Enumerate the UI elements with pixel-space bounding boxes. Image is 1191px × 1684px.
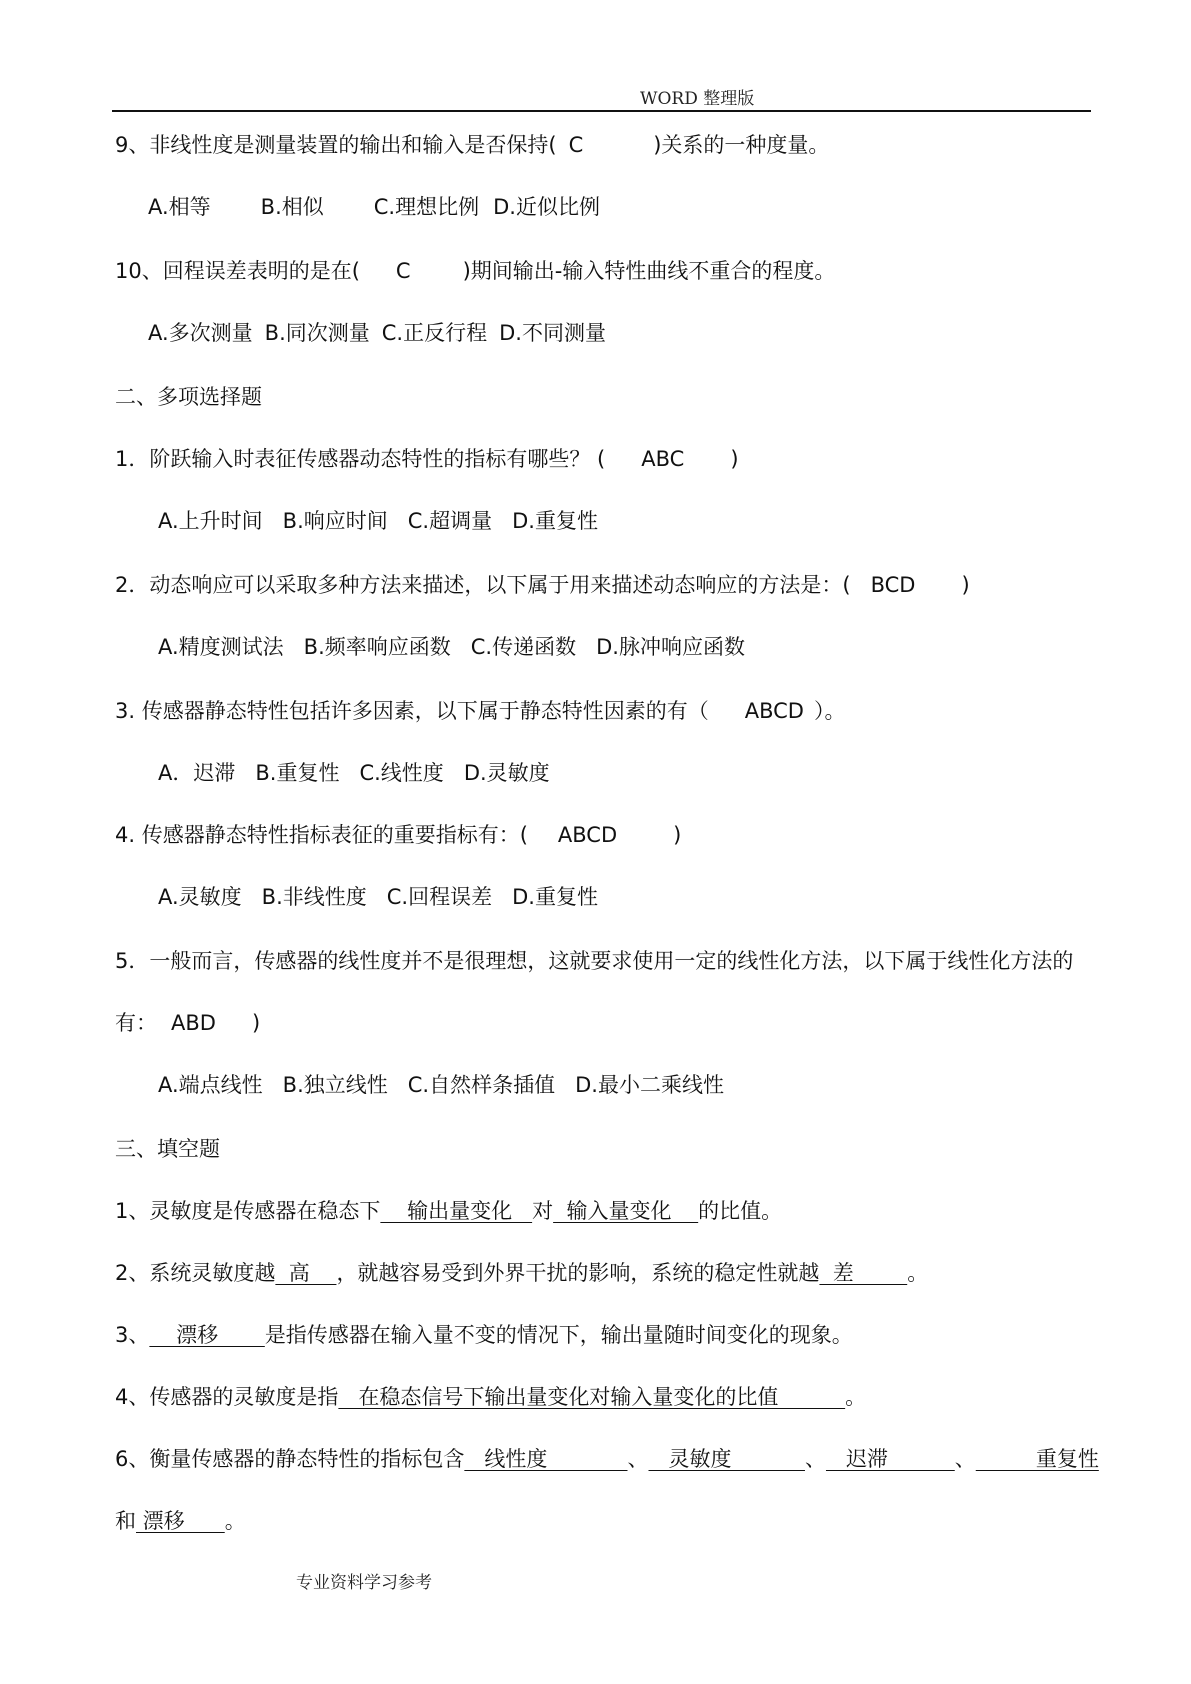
question-10 bbox=[115, 256, 835, 286]
option-d: D.脉冲响应函数 bbox=[596, 635, 745, 659]
f6b-stem: 和 bbox=[115, 1509, 136, 1533]
option-b: B.同次测量 bbox=[264, 321, 370, 345]
m3-stem-end: ）。 bbox=[813, 699, 846, 723]
f3-answer-1: 漂移 bbox=[149, 1323, 265, 1347]
fill-question-4 bbox=[115, 1382, 866, 1412]
q10-options bbox=[148, 318, 606, 348]
f1-stem-end: 的比值。 bbox=[698, 1199, 783, 1223]
m4-stem-end: ) bbox=[673, 823, 682, 847]
f4-answer-1: 在稳态信号下输出量变化对输入量变化的比值 bbox=[338, 1385, 846, 1409]
header-rule bbox=[112, 110, 1091, 112]
fill-question-6 bbox=[115, 1444, 1099, 1474]
q9-stem-end: )关系的一种度量。 bbox=[653, 133, 830, 157]
option-c: C.传递函数 bbox=[470, 635, 577, 659]
m2-answer: BCD bbox=[870, 573, 916, 597]
fill-question-6-cont bbox=[115, 1506, 246, 1536]
m1-stem-end: ) bbox=[730, 447, 739, 471]
option-d: D.重复性 bbox=[512, 885, 598, 909]
option-c: C.自然样条插值 bbox=[407, 1073, 556, 1097]
f4-stem-end: 。 bbox=[845, 1385, 867, 1409]
q9-options bbox=[148, 192, 600, 222]
m4-stem: 4. 传感器静态特性指标表征的重要指标有：( bbox=[115, 823, 528, 847]
option-a: A.多次测量 bbox=[148, 321, 253, 345]
page-footer: 专业资料学习参考 bbox=[296, 1573, 432, 1593]
option-d: D.不同测量 bbox=[499, 321, 606, 345]
m3-options bbox=[158, 758, 550, 788]
option-c: C.回程误差 bbox=[386, 885, 493, 909]
m5-answer: ABD bbox=[171, 1011, 216, 1035]
section-2-heading: 二、多项选择题 bbox=[115, 385, 262, 409]
f1-answer-1: 输出量变化 bbox=[380, 1199, 533, 1223]
multi-question-5-line2 bbox=[115, 1008, 260, 1038]
option-d: D.灵敏度 bbox=[463, 761, 550, 785]
question-9 bbox=[115, 130, 829, 160]
f6b-stem-end: 。 bbox=[224, 1509, 246, 1533]
f6-answer-2: 灵敏度 bbox=[648, 1447, 805, 1471]
f3-stem-end: 是指传感器在输入量不变的情况下，输出量随时间变化的现象。 bbox=[264, 1323, 853, 1347]
page-header-title: WORD 整理版 bbox=[640, 89, 755, 109]
q10-stem-end: )期间输出-输入特性曲线不重合的程度。 bbox=[462, 259, 836, 283]
option-a: A.端点线性 bbox=[158, 1073, 263, 1097]
option-a: A.灵敏度 bbox=[158, 885, 242, 909]
option-c: C.理想比例 bbox=[373, 195, 480, 219]
multi-question-2 bbox=[115, 570, 970, 600]
f6-sep-3: 、 bbox=[954, 1447, 976, 1471]
option-d: D.最小二乘线性 bbox=[575, 1073, 724, 1097]
f2-stem: 2、系统灵敏度越 bbox=[115, 1261, 276, 1285]
q9-stem: 9、非线性度是测量装置的输出和输入是否保持( bbox=[115, 133, 557, 157]
option-a: A.精度测试法 bbox=[158, 635, 284, 659]
f6b-answer-1: 漂移 bbox=[136, 1509, 225, 1533]
option-b: B.重复性 bbox=[255, 761, 340, 785]
option-b: B.非线性度 bbox=[261, 885, 367, 909]
f6-sep-1: 、 bbox=[627, 1447, 649, 1471]
option-c: C.正反行程 bbox=[381, 321, 488, 345]
q9-answer: C bbox=[568, 133, 584, 157]
q10-stem: 10、回程误差表明的是在( bbox=[115, 259, 360, 283]
m5-options bbox=[158, 1070, 724, 1100]
option-a: A.上升时间 bbox=[158, 509, 263, 533]
section-3-heading: 三、填空题 bbox=[115, 1137, 220, 1161]
f6-answer-1: 线性度 bbox=[464, 1447, 628, 1471]
m3-answer: ABCD bbox=[744, 699, 804, 723]
m2-stem-end: ) bbox=[961, 573, 970, 597]
option-d: D.重复性 bbox=[512, 509, 598, 533]
option-a: A．迟滞 bbox=[158, 761, 236, 785]
f6-answer-3: 迟滞 bbox=[825, 1447, 955, 1471]
m1-stem: 1．阶跃输入时表征传感器动态特性的指标有哪些？ ( bbox=[115, 447, 606, 471]
multi-question-1 bbox=[115, 444, 739, 474]
f1-connector: 对 bbox=[532, 1199, 554, 1223]
f1-answer-2: 输入量变化 bbox=[553, 1199, 699, 1223]
fill-question-1 bbox=[115, 1196, 782, 1226]
m4-options bbox=[158, 882, 598, 912]
f2-stem-end: 。 bbox=[907, 1261, 929, 1285]
option-c: C.超调量 bbox=[407, 509, 493, 533]
fill-question-2 bbox=[115, 1258, 928, 1288]
option-c: C.线性度 bbox=[359, 761, 444, 785]
f6-answer-4: 重复性 bbox=[975, 1447, 1099, 1471]
m1-answer: ABC bbox=[641, 447, 685, 471]
f2-answer-1: 高 bbox=[275, 1261, 337, 1285]
q10-answer: C bbox=[395, 259, 411, 283]
f4-stem: 4、传感器的灵敏度是指 bbox=[115, 1385, 339, 1409]
f1-stem: 1、灵敏度是传感器在稳态下 bbox=[115, 1199, 381, 1223]
m5-stem: 有： bbox=[115, 1011, 157, 1035]
option-b: B.频率响应函数 bbox=[303, 635, 451, 659]
multi-question-3 bbox=[115, 696, 845, 726]
option-b: B.独立线性 bbox=[282, 1073, 388, 1097]
f6-stem: 6、衡量传感器的静态特性的指标包含 bbox=[115, 1447, 465, 1471]
m5-stem-end: ) bbox=[251, 1011, 261, 1035]
f2-middle: ，就越容易受到外界干扰的影响，系统的稳定性就越 bbox=[336, 1261, 820, 1285]
fill-question-3 bbox=[115, 1320, 853, 1350]
m3-stem: 3. 传感器静态特性包括许多因素，以下属于静态特性因素的有（ bbox=[115, 699, 709, 723]
multi-question-5-line1: 5．一般而言，传感器的线性度并不是很理想，这就要求使用一定的线性化方法，以下属于线性化方法的 bbox=[115, 949, 1074, 973]
f6-sep-2: 、 bbox=[804, 1447, 826, 1471]
f3-stem: 3、 bbox=[115, 1323, 150, 1347]
option-b: B.响应时间 bbox=[282, 509, 388, 533]
option-d: D.近似比例 bbox=[493, 195, 600, 219]
m2-stem: 2．动态响应可以采取多种方法来描述，以下属于用来描述动态响应的方法是：( bbox=[115, 573, 851, 597]
option-b: B.相似 bbox=[260, 195, 324, 219]
option-a: A.相等 bbox=[148, 195, 211, 219]
multi-question-4 bbox=[115, 820, 681, 850]
f2-answer-2: 差 bbox=[819, 1261, 908, 1285]
m1-options bbox=[158, 506, 598, 536]
m2-options bbox=[158, 632, 745, 662]
m4-answer: ABCD bbox=[557, 823, 618, 847]
